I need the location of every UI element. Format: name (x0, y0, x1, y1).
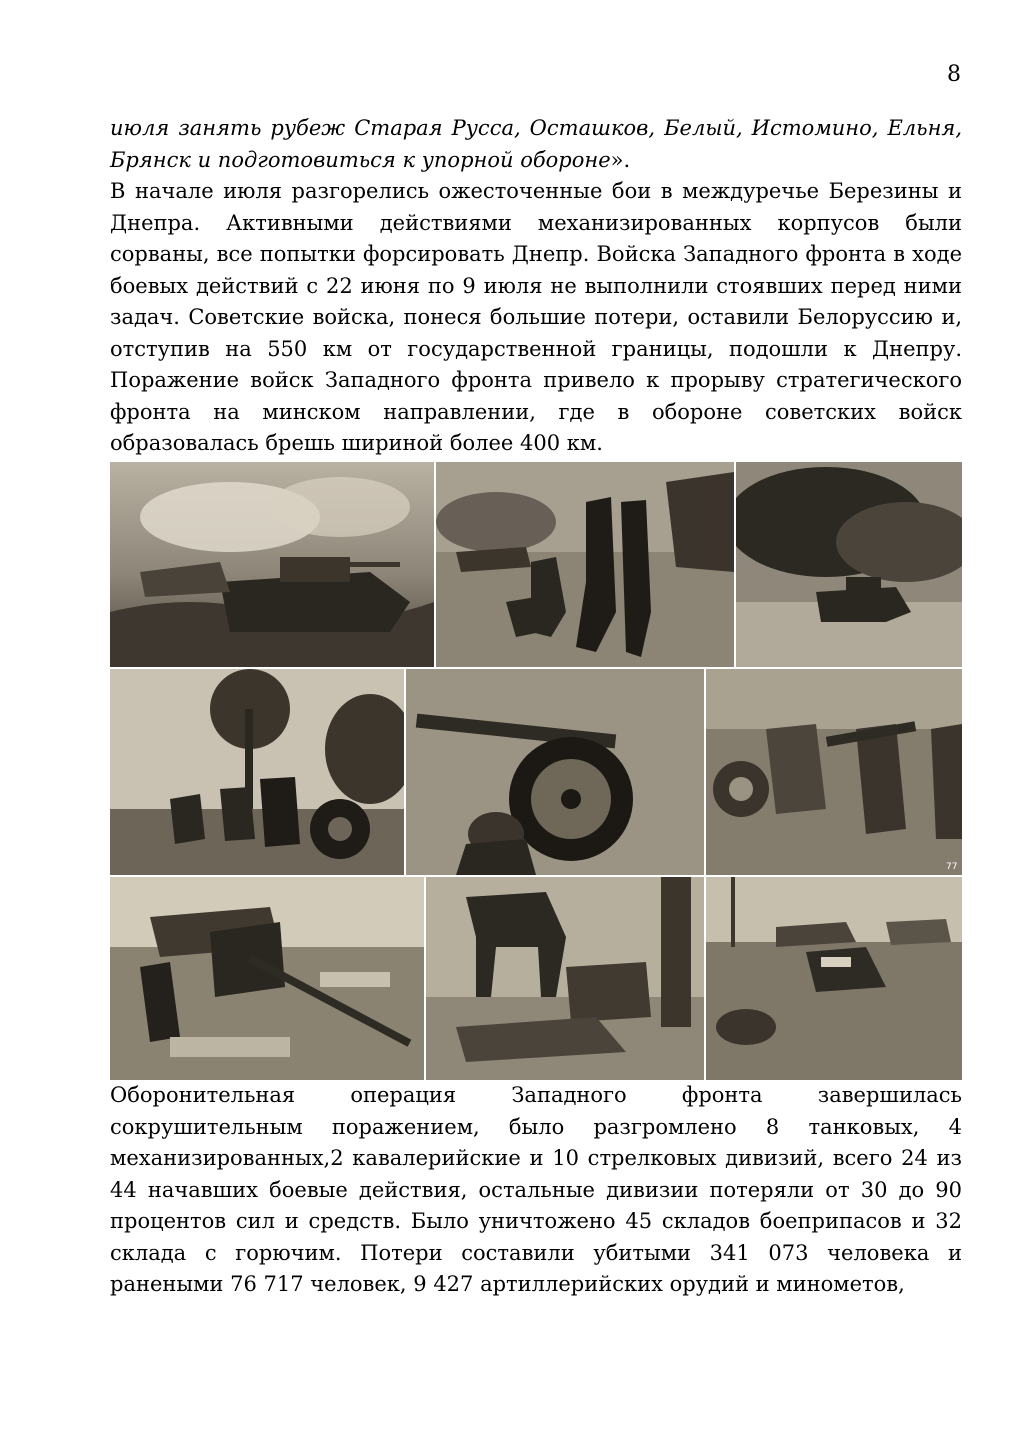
photo-corner-mark: 77 (946, 862, 958, 872)
photo-gun-wheel-soldier (406, 669, 704, 875)
body-paragraph-1: В начале июля разгорелись ожесточенные бои в междуречье Березины и Днепра. Активными действиями механизированных корпусов были сорваны, все попытки форсировать Днепр. Войска Западного фронта в ходе боевых действий с 22 июня по 9 июля не выполнили стоявших перед ними задач. Советские войска, понеся большие потери, оставили Белоруссию и, отступив на 550 км от государственной границы, подошли к Днепру. Поражение войск Западного фронта привело к прорыву стратегического фронта на минском направлении, где в обороне советских войск образовалась брешь шириной более 400 км. (110, 179, 962, 455)
photo-tank-crew (436, 462, 734, 667)
photo-collage (110, 462, 962, 1080)
quote-close: ». (610, 147, 631, 172)
photo-tank-smoke (736, 462, 962, 667)
page-number: 8 (947, 62, 961, 87)
photo-gun-crew-trees (110, 669, 404, 875)
quote-text: июля занять рубеж Старая Русса, Осташков, Белый, Истомино, Ельня, Брянск и подготовиться к упорной обороне (110, 116, 962, 172)
photo-soldiers-at-gun (706, 669, 962, 875)
photo-horse-gun (426, 877, 704, 1080)
bottom-text-block (110, 1080, 962, 1301)
top-text-block (110, 113, 962, 460)
photo-burning-tanks (110, 462, 434, 667)
quote-paragraph (110, 113, 962, 176)
photo-tank-field (706, 877, 962, 1080)
body-paragraph-2: Оборонительная операция Западного фронта завершилась сокрушительным поражением, было разгромлено 8 танковых, 4 механизированных,2 кавалерийские и 10 стрелковых дивизий, всего 24 из 44 начавших боевые действия, остальные дивизии потеряли от 30 до 90 процентов сил и средств. Было уничтожено 45 складов боеприпасов и 32 склада с горючим. Потери составили убитыми 341 073 человека и ранеными 76 717 человек, 9 427 артиллерийских орудий и минометов, (110, 1083, 962, 1296)
photo-artillery-battlefield (110, 877, 424, 1080)
